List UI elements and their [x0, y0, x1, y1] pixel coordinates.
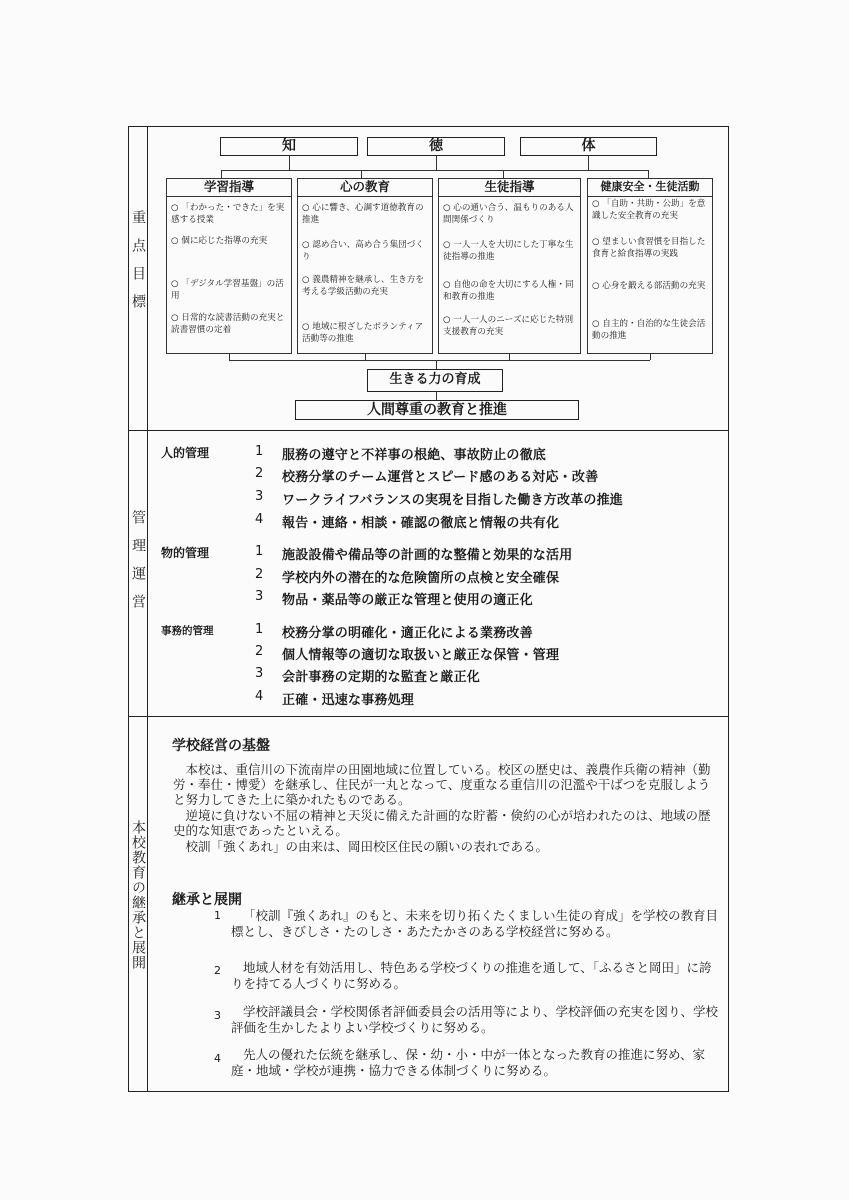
section-label-goals-text: 重点目標: [130, 210, 146, 322]
goal-column-learning: [166, 178, 292, 354]
section-label-heritage: [128, 820, 148, 970]
section-divider-1: [128, 430, 729, 431]
goal-item: ○ 「デジタル学習基盤」の活用: [171, 279, 284, 301]
mgmt-item: ワークライフバランスの実現を目指した働き方改革の推進: [282, 493, 623, 508]
mgmt-item: 校務分掌のチーム運営とスピード感のある対応・改善: [282, 470, 599, 485]
goal-item: ○ 心の通い合う、温もりのある人間関係づくり: [443, 203, 574, 225]
goal-item: ○ 地域に根ざしたボランティア活動等の推進: [302, 322, 424, 344]
dev-item: 先人の優れた伝統を継承し、保・幼・小・中が一体となった教育の推進に努め、家庭・地域・学校が連携・協力できる体制づくりに努める。: [231, 1047, 706, 1078]
mgmt-item: 個人情報等の適切な取扱いと厳正な保管・管理: [282, 648, 560, 663]
foundation-paragraph-1: 本校は、重信川の下流南岸の田園地域に位置している。校区の歴史は、義農作兵衛の精神（勤労・奉仕・博愛）を継承し、住民が一丸となって、度重なる重信川の氾濫や干ばつを克服しようと努力してきた上に築かれたものである。: [173, 762, 711, 807]
foundation-heading: 学校経営の基盤: [172, 738, 270, 754]
mgmt-item: 服務の遵守と不祥事の根絶、事故防止の徹底: [282, 448, 547, 463]
connector: [436, 392, 437, 400]
dev-item: 学校評議員会・学校関係者評価委員会の活用等により、学校評価の充実を図り、学校評価を生かしたよりよい学校づくりに努める。: [231, 1004, 719, 1035]
goal-item: ○ 義農精神を継承し、生き方を考える学級活動の充実: [302, 275, 424, 297]
goal-item: ○ 望ましい食習慣を目指した食育と給食指導の実践: [592, 237, 706, 259]
goal-item: ○ 「自助・共助・公助」を意識した安全教育の充実: [592, 199, 706, 221]
connector-bar-top: [221, 170, 648, 171]
mgmt-num: 2: [255, 466, 264, 481]
goal-item: ○ 心に響き、心調す道徳教育の推進: [302, 203, 424, 225]
top-box-chi: 知: [220, 137, 358, 156]
dev-item-num: 1: [214, 909, 221, 922]
section-label-goals: [128, 210, 148, 322]
mgmt-num: 4: [255, 512, 264, 527]
mgmt-num: 3: [255, 589, 264, 604]
mgmt-category: 事務的管理: [161, 625, 214, 637]
foundation-paragraph-3: 校訓「強くあれ」の由来は、岡田校区住民の願いの表れである。: [173, 839, 549, 854]
goal-item: ○ 自他の命を大切にする人権・同和教育の推進: [443, 280, 574, 302]
result-box-ikiru: 生きる力の育成: [367, 369, 503, 392]
goal-item: ○ 日常的な読書活動の充実と読書習慣の定着: [171, 313, 285, 335]
goal-column-title: 健康安全・生徒活動: [588, 179, 712, 197]
dev-item-num: 3: [214, 1009, 221, 1022]
mgmt-num: 1: [255, 544, 264, 559]
development-heading: 継承と展開: [172, 892, 242, 908]
goal-item: ○ 心身を鍛える部活動の充実: [592, 281, 706, 291]
result-box-jinken: 人間尊重の教育と推進: [295, 400, 579, 420]
section-label-management-text: 管理運営: [130, 510, 146, 622]
mgmt-category: 人的管理: [161, 446, 210, 460]
dev-item: 地域人材を有効活用し、特色ある学校づくりの推進を通して、「ふるさと岡田」に誇りを持てる人づくりに努める。: [231, 960, 712, 991]
connector: [289, 156, 290, 170]
connector-bar-bottom: [229, 360, 650, 361]
goal-column-guidance: [438, 178, 581, 354]
goal-column-health: [587, 178, 713, 354]
mgmt-item: 会計事務の定期的な監査と厳正化: [282, 670, 481, 685]
goal-column-heart: [297, 178, 433, 354]
mgmt-item: 報告・連絡・相談・確認の徹底と情報の共有化: [282, 516, 560, 531]
goal-column-title: 学習指導: [167, 179, 291, 197]
mgmt-category: 物的管理: [161, 546, 210, 560]
goal-item: ○ 個に応じた指導の充実: [171, 236, 268, 246]
mgmt-item: 施設設備や備品等の計画的な整備と効果的な活用: [282, 548, 573, 563]
connector: [221, 170, 222, 178]
dev-item-num: 4: [214, 1052, 221, 1065]
connector: [503, 170, 504, 178]
goal-item: ○ 一人一人を大切にした丁寧な生徒指導の推進: [443, 240, 574, 262]
connector: [436, 360, 437, 369]
top-box-toku: 徳: [367, 137, 505, 156]
mgmt-item: 正確・迅速な事務処理: [282, 693, 415, 708]
mgmt-item: 校務分掌の明確化・適正化による業務改善: [282, 626, 533, 641]
dev-item-num: 2: [214, 964, 221, 977]
mgmt-num: 3: [255, 666, 264, 681]
mgmt-num: 2: [255, 644, 264, 659]
connector: [436, 156, 437, 170]
section-label-management: [128, 510, 148, 622]
section-label-heritage-text: 本校教育の継承と展開: [130, 820, 146, 970]
foundation-paragraph-2: 逆境に負けない不屈の精神と天災に備えた計画的な貯蓄・倹約の心が培われたのは、地域の歴史的な知恵であったといえる。: [173, 808, 711, 838]
top-box-tai: 体: [520, 137, 657, 156]
dev-item: 「校訓『強くあれ』のもと、未来を切り拓くたくましい生徒の育成」を学校の教育目標とし、きびしさ・たのしさ・あたたかさのある学校経営に努める。: [231, 908, 719, 939]
mgmt-num: 1: [255, 444, 264, 459]
goal-column-title: 生徒指導: [439, 179, 580, 197]
mgmt-item: 物品・薬品等の厳正な管理と使用の適正化: [282, 593, 533, 608]
mgmt-num: 2: [255, 567, 264, 582]
mgmt-item: 学校内外の潜在的な危険箇所の点検と安全確保: [282, 571, 560, 586]
connector: [648, 170, 649, 178]
mgmt-num: 1: [255, 622, 264, 637]
goal-item: ○ 認め合い、高め合う集団づくり: [302, 240, 424, 262]
connector: [588, 156, 589, 170]
connector: [650, 354, 651, 360]
goal-item: ○ 「わかった・できた」を実感する授業: [171, 203, 285, 225]
mgmt-num: 3: [255, 489, 264, 504]
mgmt-num: 4: [255, 689, 264, 704]
connector: [361, 170, 362, 178]
goal-item: ○ 自主的・自治的な生徒会活動の推進: [592, 319, 706, 341]
goal-column-title: 心の教育: [298, 179, 432, 197]
goal-item: ○ 一人一人のニーズに応じた特別支援教育の充実: [443, 315, 574, 337]
section-divider-2: [128, 716, 729, 717]
